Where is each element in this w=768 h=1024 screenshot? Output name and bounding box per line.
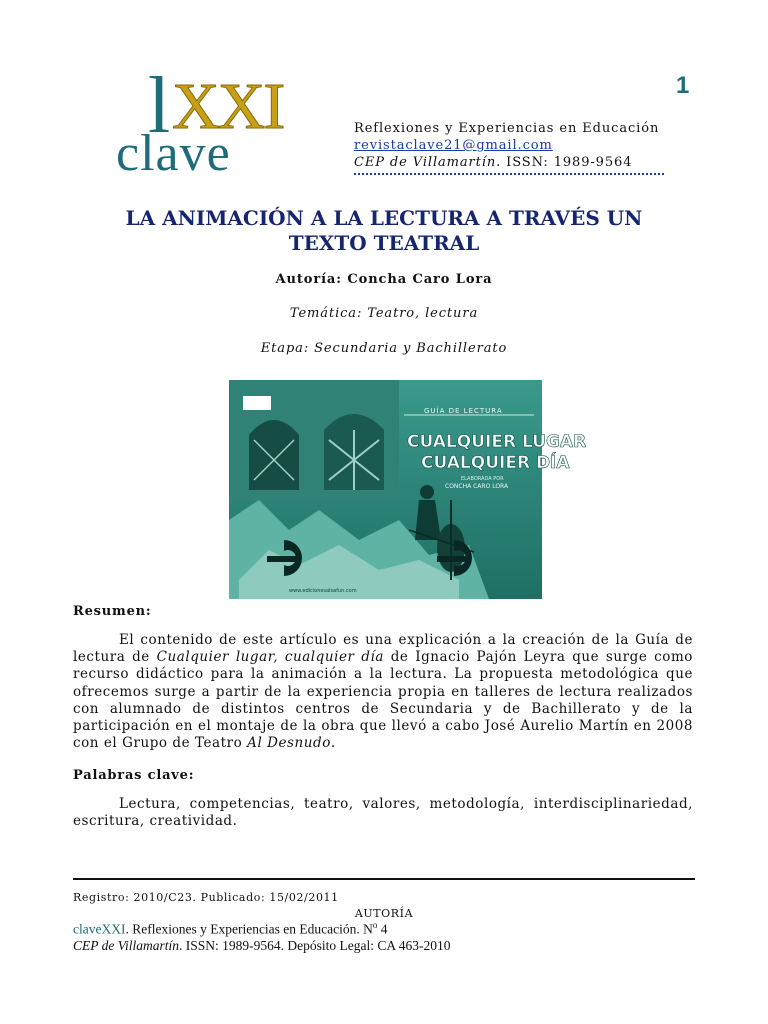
- footer-sup: o: [372, 920, 378, 930]
- footer-autoria: AUTORÍA: [354, 907, 414, 920]
- footer-legal-line: [73, 938, 451, 954]
- journal-issn: [354, 155, 632, 170]
- logo-xxi: XXI: [172, 70, 284, 143]
- resumen-book-title: Cualquier lugar, cualquier día: [156, 649, 384, 666]
- footer-brand: claveXXI: [73, 921, 126, 937]
- resumen-text-1: El contenido de este artículo es una explicación a la creación de la Guía de lectura de: [73, 632, 693, 666]
- logo-l: l: [148, 62, 171, 150]
- resumen-paragraph: [73, 632, 693, 752]
- resumen-text-2: de Ignacio Pajón Leyra que surge como recurso didáctico para la animación a la lectura. La propuesta metodológica que ofrecemos surge a partir de la experiencia propia en talleres de lectura realizados con alumnado de distintos centros de Secundaria y de Bachillerato y de la participación en el montaje de la obra que llevó a cabo José Aurelio Martín en 2008 con el Grupo de Teatro: [73, 649, 693, 752]
- etapa-line: Etapa: Secundaria y Bachillerato: [260, 341, 508, 356]
- journal-subtitle: Reflexiones y Experiencias en Educación: [354, 121, 660, 136]
- cover-sub-2: CONCHA CARO LORA: [445, 483, 509, 490]
- resumen-heading: Resumen:: [73, 604, 152, 619]
- issn-text: . ISSN: 1989-9564: [496, 155, 633, 170]
- header-dotted-divider: [354, 173, 664, 175]
- cover-url: www.edicionesalsafun.com: [289, 588, 357, 594]
- keywords-text: Lectura, competencias, teatro, valores, metodología, interdisciplinariedad, escritura, creatividad.: [73, 796, 693, 830]
- title-line-1: LA ANIMACIÓN A LA LECTURA A TRAVÉS UN: [125, 206, 643, 230]
- book-cover-image: [229, 380, 587, 599]
- keywords-heading: Palabras clave:: [73, 768, 195, 783]
- journal-email-link[interactable]: revistaclave21@gmail.com: [354, 138, 553, 153]
- resumen-group-name: Al Desnudo: [247, 735, 331, 752]
- title-line-2: TEXTO TEATRAL: [288, 231, 480, 255]
- footer-registro: Registro: 2010/C23. Publicado: 15/02/2011: [73, 891, 339, 904]
- cep-name: CEP de Villamartín: [354, 155, 497, 170]
- footer-cep: CEP de Villamartín: [73, 938, 179, 953]
- cover-sub-1: ELABORADA POR: [461, 476, 504, 482]
- article-title: [0, 206, 768, 256]
- cover-title-1: CUALQUIER LUGAR: [407, 432, 587, 452]
- footer-line2: . ISSN: 1989-9564. Depósito Legal: CA 463-2010: [179, 938, 451, 953]
- page-number: 1: [676, 72, 690, 99]
- footer-line1: . Reflexiones y Experiencias en Educación. N: [125, 921, 373, 937]
- cover-title-2: CUALQUIER DÍA: [421, 453, 570, 473]
- tematica-line: Temática: Teatro, lectura: [289, 306, 479, 321]
- author-line: Autoría: Concha Caro Lora: [275, 272, 493, 287]
- resumen-text-3: .: [330, 735, 336, 752]
- logo-clave: clave: [116, 125, 231, 182]
- footer-num: 4: [377, 921, 388, 937]
- footer-divider: [73, 878, 695, 880]
- footer-journal-line: [73, 920, 388, 938]
- cover-guide-label: GUÍA DE LECTURA: [424, 407, 503, 415]
